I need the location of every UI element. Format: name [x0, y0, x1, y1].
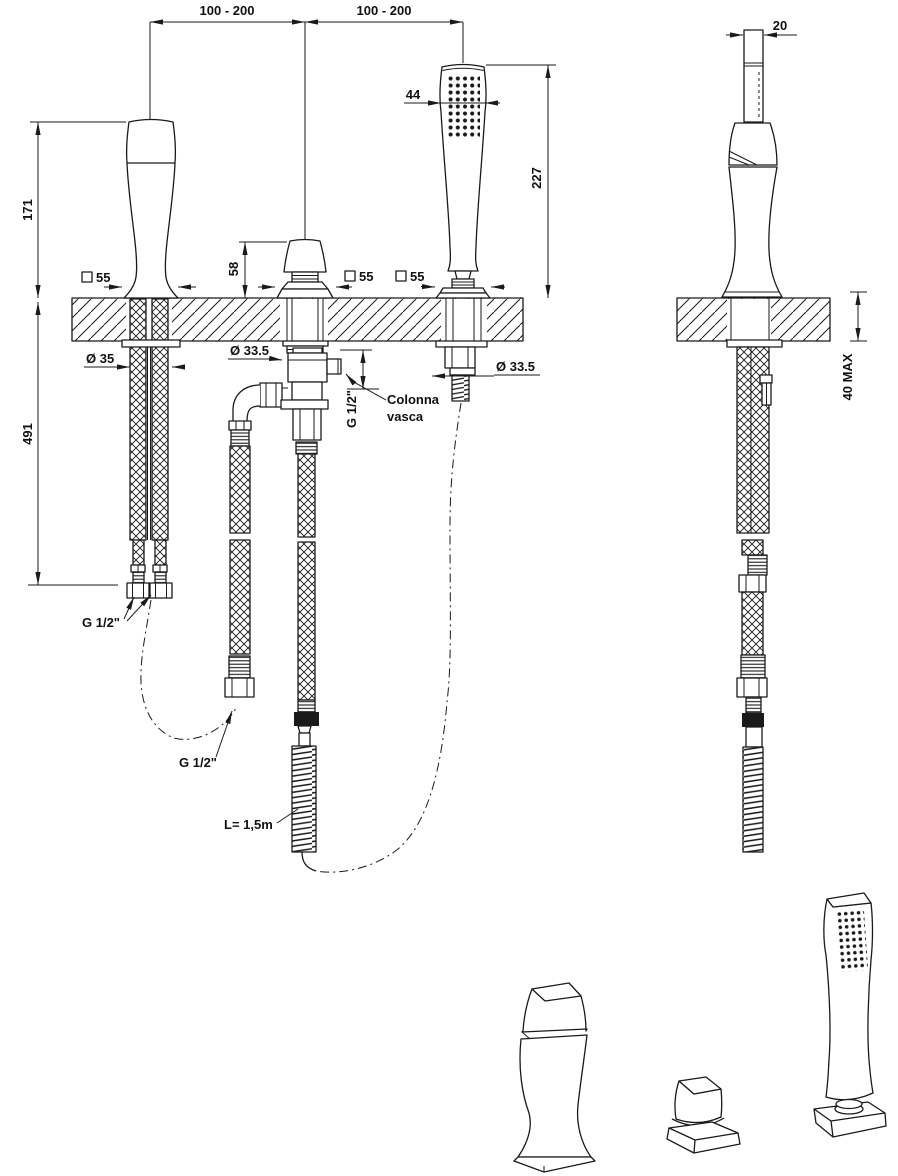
mixer-left-elbow	[229, 383, 288, 446]
mixer-hole-label	[228, 343, 282, 360]
label-column-note-2: vasca	[387, 409, 424, 424]
iso-spout	[514, 983, 595, 1172]
outlet-hose	[225, 446, 254, 697]
dim-mixer-hole: Ø 33.5	[230, 343, 270, 358]
hoses-side	[727, 340, 782, 852]
mixer-handle	[277, 240, 333, 299]
inlet-thread-label	[82, 595, 151, 630]
handshower-mount	[436, 341, 487, 401]
label-column-thread: G 1/2"	[344, 390, 359, 428]
label-outlet-thread: G 1/2"	[179, 755, 217, 770]
dim-below-deck-length: 491	[20, 423, 35, 445]
dim-shower-head-width: 44	[405, 87, 421, 102]
front-view	[20, 3, 556, 872]
column-port	[327, 359, 341, 374]
spray-nozzles-iso	[836, 909, 868, 972]
handshower-assembly	[316, 65, 490, 873]
shower-square-label	[396, 269, 505, 287]
label-column-note-1: Colonna	[387, 392, 439, 407]
dim-shower-square: 55	[410, 269, 425, 284]
dim-mixer-square: 55	[359, 269, 374, 284]
outlet-hose-routing	[141, 600, 236, 739]
outlet-thread-label	[179, 711, 232, 770]
deck-side	[677, 298, 830, 341]
shower-hose-routing	[316, 403, 461, 872]
dim-span-left: 100 - 200	[199, 3, 255, 18]
square-section-icon	[396, 271, 406, 281]
label-inlet-thread: G 1/2"	[82, 615, 120, 630]
spout-hose-end-fittings	[127, 540, 172, 598]
dim-side-width: 20	[772, 18, 788, 33]
shower-hose-column	[281, 382, 328, 871]
square-section-icon	[82, 272, 92, 282]
mixer-deck-washer	[283, 341, 328, 346]
hose-length-label	[224, 809, 298, 832]
square-section-icon	[345, 271, 355, 281]
spout-body	[124, 120, 178, 299]
dim-handle-height: 58	[226, 261, 241, 277]
spout-deck-washer	[122, 340, 180, 347]
isometric-views	[514, 893, 886, 1172]
dim-spout-height: 171	[20, 199, 35, 221]
dim-shower-height: 227	[529, 167, 544, 189]
column-thread-label	[340, 350, 379, 428]
side-view	[677, 18, 867, 852]
label-hose-length: L= 1,5m	[224, 817, 273, 832]
dim-spout-hole: Ø 35	[86, 351, 115, 366]
dim-shower-hole: Ø 33.5	[496, 359, 536, 374]
mixer-valve-body	[287, 346, 341, 382]
iso-handshower	[814, 893, 886, 1137]
handshower-side	[722, 30, 782, 297]
dim-deck-max: 40 MAX	[840, 353, 855, 401]
dim-span-right: 100 - 200	[356, 3, 412, 18]
spout-assembly	[122, 120, 180, 599]
spray-nozzles	[447, 75, 480, 138]
column-note	[346, 374, 440, 424]
iso-handle	[667, 1077, 740, 1153]
dim-spout-square: 55	[96, 270, 111, 285]
